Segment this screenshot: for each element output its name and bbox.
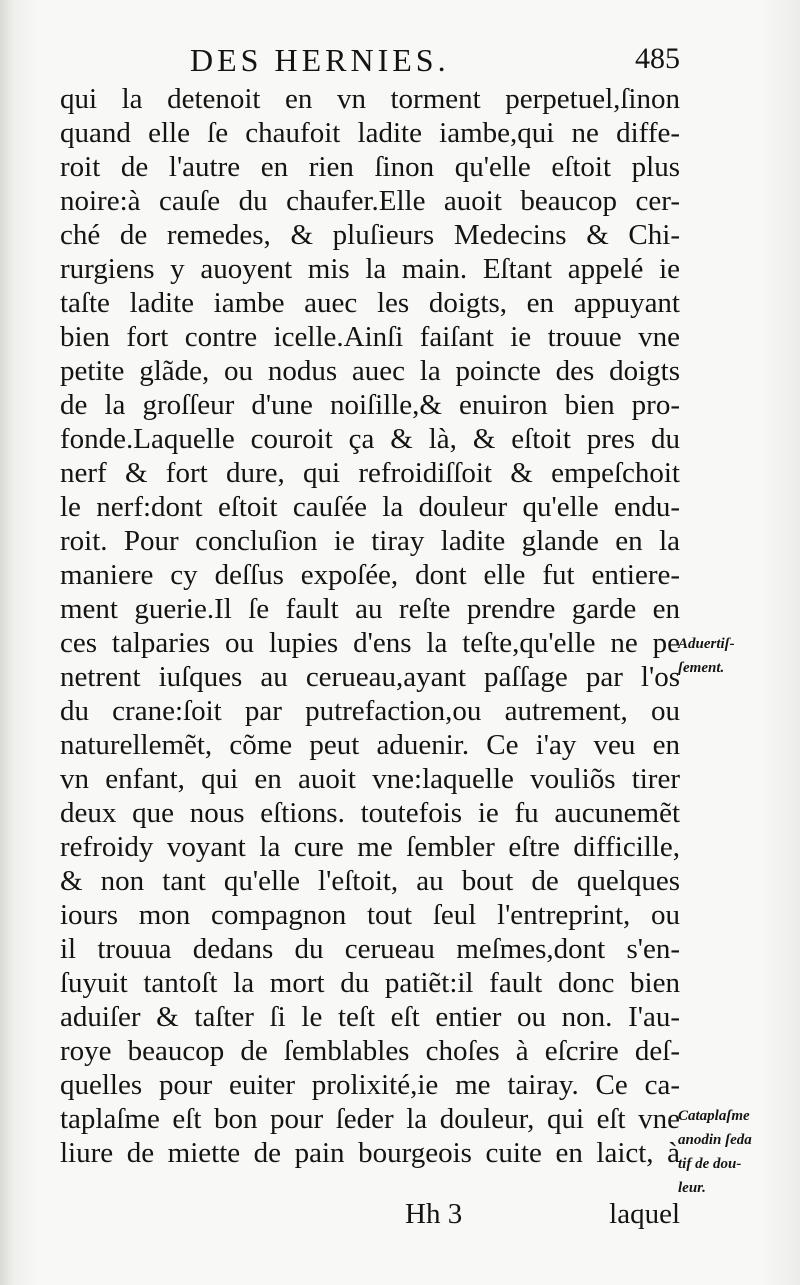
text-line: ment guerie.Il ſe fault au reſte prendre garde en xyxy=(60,593,680,625)
text-line: nerf & fort dure, qui refroidiſſoit & empeſchoit xyxy=(60,457,680,489)
text-line: maniere cy deſſus expoſée, dont elle fut entiere- xyxy=(60,559,680,591)
text-line: refroidy voyant la cure me ſembler eſtre difficille, xyxy=(60,831,680,863)
margin-note-line: tif de dou- xyxy=(678,1156,742,1172)
margin-note-cataplasme xyxy=(678,1104,798,1200)
signature-mark: Hh 3 xyxy=(405,1198,463,1230)
text-line: roit de l'autre en rien ſinon qu'elle eſtoit plus xyxy=(60,151,680,183)
text-line: quand elle ſe chaufoit ladite iambe,qui ne diffe- xyxy=(60,117,680,149)
margin-note-line: leur. xyxy=(678,1180,706,1196)
margin-note-line: anodin ſeda xyxy=(678,1132,752,1148)
text-line: & non tant qu'elle l'eſtoit, au bout de quelques xyxy=(60,865,680,897)
text-line: roye beaucop de ſemblables choſes à eſcrire deſ- xyxy=(60,1035,680,1067)
text-line: qui la detenoit en vn torment perpetuel,ſinon xyxy=(60,83,680,115)
text-line: naturellemẽt, cõme peut aduenir. Ce i'ay veu en xyxy=(60,729,680,761)
margin-note-line: Cataplaſme xyxy=(678,1108,750,1124)
text-line: aduiſer & taſter ſi le teſt eſt entier ou non. I'au- xyxy=(60,1001,680,1033)
text-line: rurgiens y auoyent mis la main. Eſtant appelé ie xyxy=(60,253,680,285)
page-number: 485 xyxy=(635,42,680,75)
text-line: taſte ladite iambe auec les doigts, en appuyant xyxy=(60,287,680,319)
text-line: deux que nous eſtions. toutefois ie fu aucunemẽt xyxy=(60,797,680,829)
body-text xyxy=(60,82,680,1170)
text-line: ces talparies ou lupies d'ens la teſte,qu'elle ne pe xyxy=(60,627,680,659)
text-line: petite glãde, ou nodus auec la poincte des doigts xyxy=(60,355,680,387)
text-line: liure de miette de pain bourgeois cuite en laict, à xyxy=(60,1137,680,1169)
text-line: bien fort contre icelle.Ainſi faiſant ie trouue vne xyxy=(60,321,680,353)
text-line: taplaſme eſt bon pour ſeder la douleur, qui eſt vne xyxy=(60,1103,680,1135)
text-line: roit. Pour concluſion ie tiray ladite glande en la xyxy=(60,525,680,557)
text-line: noire:à cauſe du chaufer.Elle auoit beaucop cer- xyxy=(60,185,680,217)
text-line: du crane:ſoit par putrefaction,ou autrement, ou xyxy=(60,695,680,727)
text-line: vn enfant, qui en auoit vne:laquelle vouliõs tirer xyxy=(60,763,680,795)
running-title: DES HERNIES. xyxy=(190,42,450,78)
catchword: laquel xyxy=(609,1198,680,1230)
text-line: le nerf:dont eſtoit cauſée la douleur qu'elle endu- xyxy=(60,491,680,523)
page-footer xyxy=(60,1198,680,1238)
margin-note-aduertissement xyxy=(678,632,798,680)
text-line: ché de remedes, & pluſieurs Medecins & Chi- xyxy=(60,219,680,251)
page-header xyxy=(60,42,680,82)
margin-note-line: Aduertiſ- xyxy=(678,636,735,652)
text-line: il trouua dedans du cerueau meſmes,dont s'en- xyxy=(60,933,680,965)
text-line: iours mon compagnon tout ſeul l'entreprint, ou xyxy=(60,899,680,931)
text-line: fonde.Laquelle couroit ça & là, & eſtoit pres du xyxy=(60,423,680,455)
text-line: netrent iuſques au cerueau,ayant paſſage par l'os xyxy=(60,661,680,693)
text-line: de la groſſeur d'une noiſille,& enuiron bien pro- xyxy=(60,389,680,421)
margin-note-line: ſement. xyxy=(678,660,725,676)
text-line: ſuyuit tantoſt la mort du patiẽt:il fault donc bien xyxy=(60,967,680,999)
text-line: quelles pour euiter prolixité,ie me tairay. Ce ca- xyxy=(60,1069,680,1101)
